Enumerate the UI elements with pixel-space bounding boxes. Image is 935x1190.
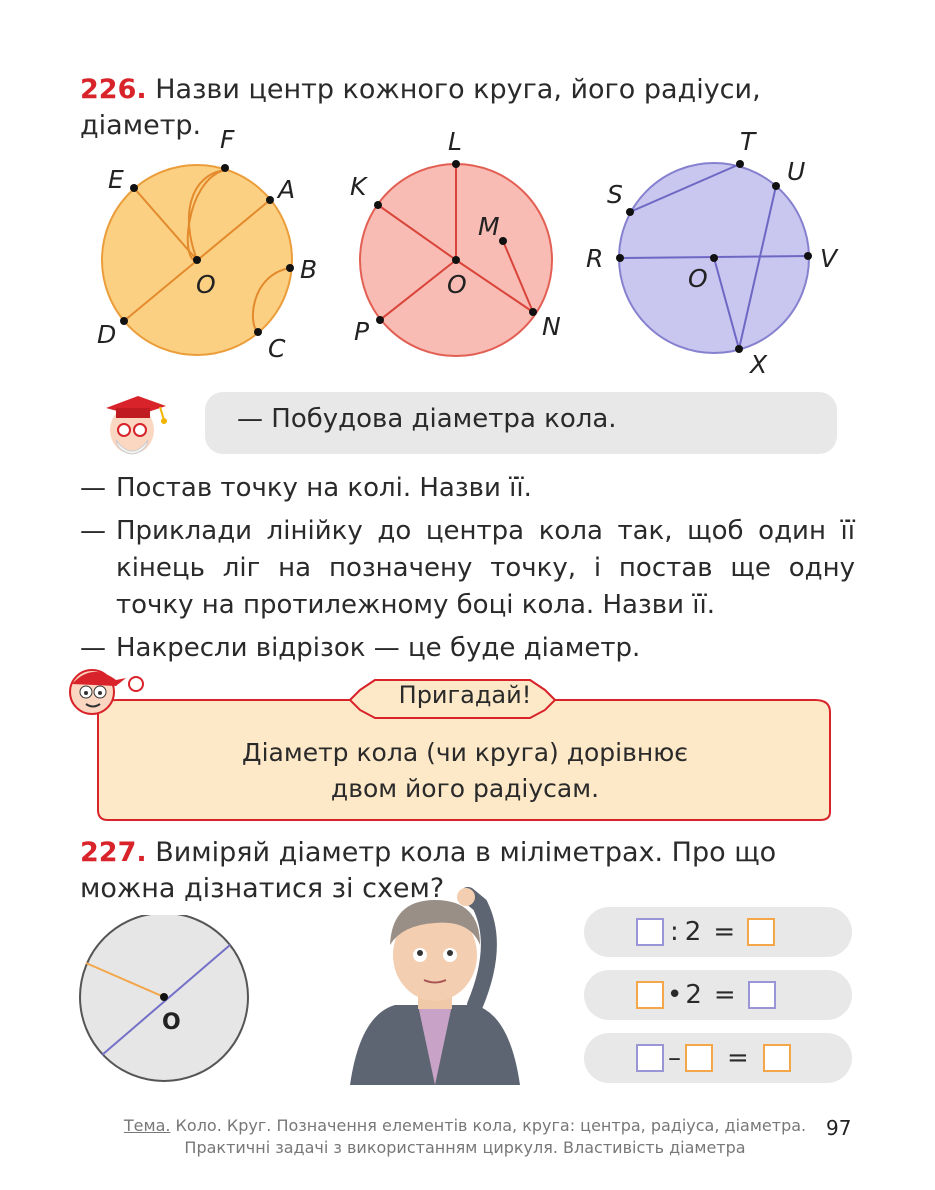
label-O: O bbox=[196, 270, 216, 299]
operator: • bbox=[667, 980, 683, 1010]
step-dash: — bbox=[80, 633, 106, 663]
step-text: Накресли відрізок — це буде діаметр. bbox=[116, 633, 641, 663]
operator: : bbox=[670, 917, 679, 947]
blank-box-orange[interactable] bbox=[685, 1044, 713, 1072]
remind-line-1: Діаметр кола (чи круга) дорівнює bbox=[242, 738, 688, 767]
label-O: O bbox=[688, 264, 708, 293]
topic-label: Тема. bbox=[123, 1116, 171, 1135]
blank-box-blue[interactable] bbox=[636, 918, 664, 946]
boy-illustration bbox=[340, 885, 530, 1085]
blank-box-blue[interactable] bbox=[636, 1044, 664, 1072]
footer-line-2: Практичні задачі з використанням циркуля. Властивість діаметра bbox=[184, 1138, 746, 1157]
label-A: A bbox=[278, 175, 296, 204]
blank-box-blue[interactable] bbox=[748, 981, 776, 1009]
circles-figure bbox=[80, 125, 860, 385]
label-N: N bbox=[542, 312, 561, 341]
label-U: U bbox=[787, 157, 806, 186]
speech-bubble bbox=[205, 392, 837, 454]
equals-sign: = bbox=[713, 980, 736, 1010]
circle-center-label: O bbox=[162, 1010, 181, 1035]
label-O: O bbox=[447, 270, 467, 299]
kid-mascot-icon bbox=[64, 662, 148, 718]
page-number: 97 bbox=[826, 1116, 852, 1140]
instruction-steps bbox=[80, 470, 855, 673]
label-X: X bbox=[750, 350, 768, 379]
task-number: 226. bbox=[80, 74, 147, 105]
label-K: K bbox=[350, 172, 367, 201]
label-T: T bbox=[740, 127, 756, 156]
remind-text bbox=[120, 735, 810, 807]
step-dash: — bbox=[80, 516, 106, 546]
circle-1 bbox=[97, 125, 317, 363]
scheme-divide bbox=[584, 907, 852, 957]
label-R: R bbox=[586, 244, 604, 273]
grey-circle-figure bbox=[78, 915, 253, 1090]
label-F: F bbox=[220, 125, 235, 154]
label-B: B bbox=[300, 255, 318, 284]
blank-box-orange[interactable] bbox=[636, 981, 664, 1009]
circle-3 bbox=[586, 127, 839, 379]
label-E: E bbox=[108, 165, 124, 194]
label-P: P bbox=[354, 317, 370, 346]
task-number: 227. bbox=[80, 837, 147, 868]
step-item bbox=[80, 513, 855, 624]
blank-box-orange[interactable] bbox=[763, 1044, 791, 1072]
label-L: L bbox=[448, 127, 462, 156]
task-text: Виміряй діаметр кола в міліметрах. Про що можна дізнатися зі схем? bbox=[80, 837, 777, 904]
step-text: Постав точку на колі. Назви її. bbox=[116, 473, 532, 503]
remind-title: Пригадай! bbox=[398, 681, 532, 709]
circle-2 bbox=[350, 127, 561, 356]
label-D: D bbox=[97, 320, 117, 349]
label-S: S bbox=[607, 180, 623, 209]
step-text: Приклади лінійку до центра кола так, щоб один її кінець ліг на позначену точку, і постав ще одну точку на протилежному боці кола. Назви її. bbox=[116, 516, 855, 620]
label-V: V bbox=[820, 244, 838, 273]
task-text: Назви центр кожного круга, його радіуси, діаметр. bbox=[80, 74, 761, 141]
page-footer bbox=[115, 1115, 815, 1159]
scheme-multiply bbox=[584, 970, 852, 1020]
professor-mascot-icon bbox=[98, 390, 172, 460]
number: 2 bbox=[685, 980, 702, 1010]
bubble-text: — Побудова діаметра кола. bbox=[237, 404, 617, 434]
number: 2 bbox=[684, 917, 702, 947]
operator: – bbox=[668, 1043, 681, 1073]
label-C: C bbox=[268, 334, 286, 363]
blank-box-orange[interactable] bbox=[747, 918, 775, 946]
equals-sign: = bbox=[713, 917, 736, 947]
scheme-subtract bbox=[584, 1033, 852, 1083]
equals-sign: = bbox=[727, 1043, 749, 1073]
step-item bbox=[80, 470, 855, 507]
footer-line-1: Коло. Круг. Позначення елементів кола, круга: центра, радіуса, діаметра. bbox=[175, 1116, 807, 1135]
remind-line-2: двом його радіусам. bbox=[330, 774, 600, 803]
step-dash: — bbox=[80, 473, 106, 503]
label-M: M bbox=[478, 212, 500, 241]
